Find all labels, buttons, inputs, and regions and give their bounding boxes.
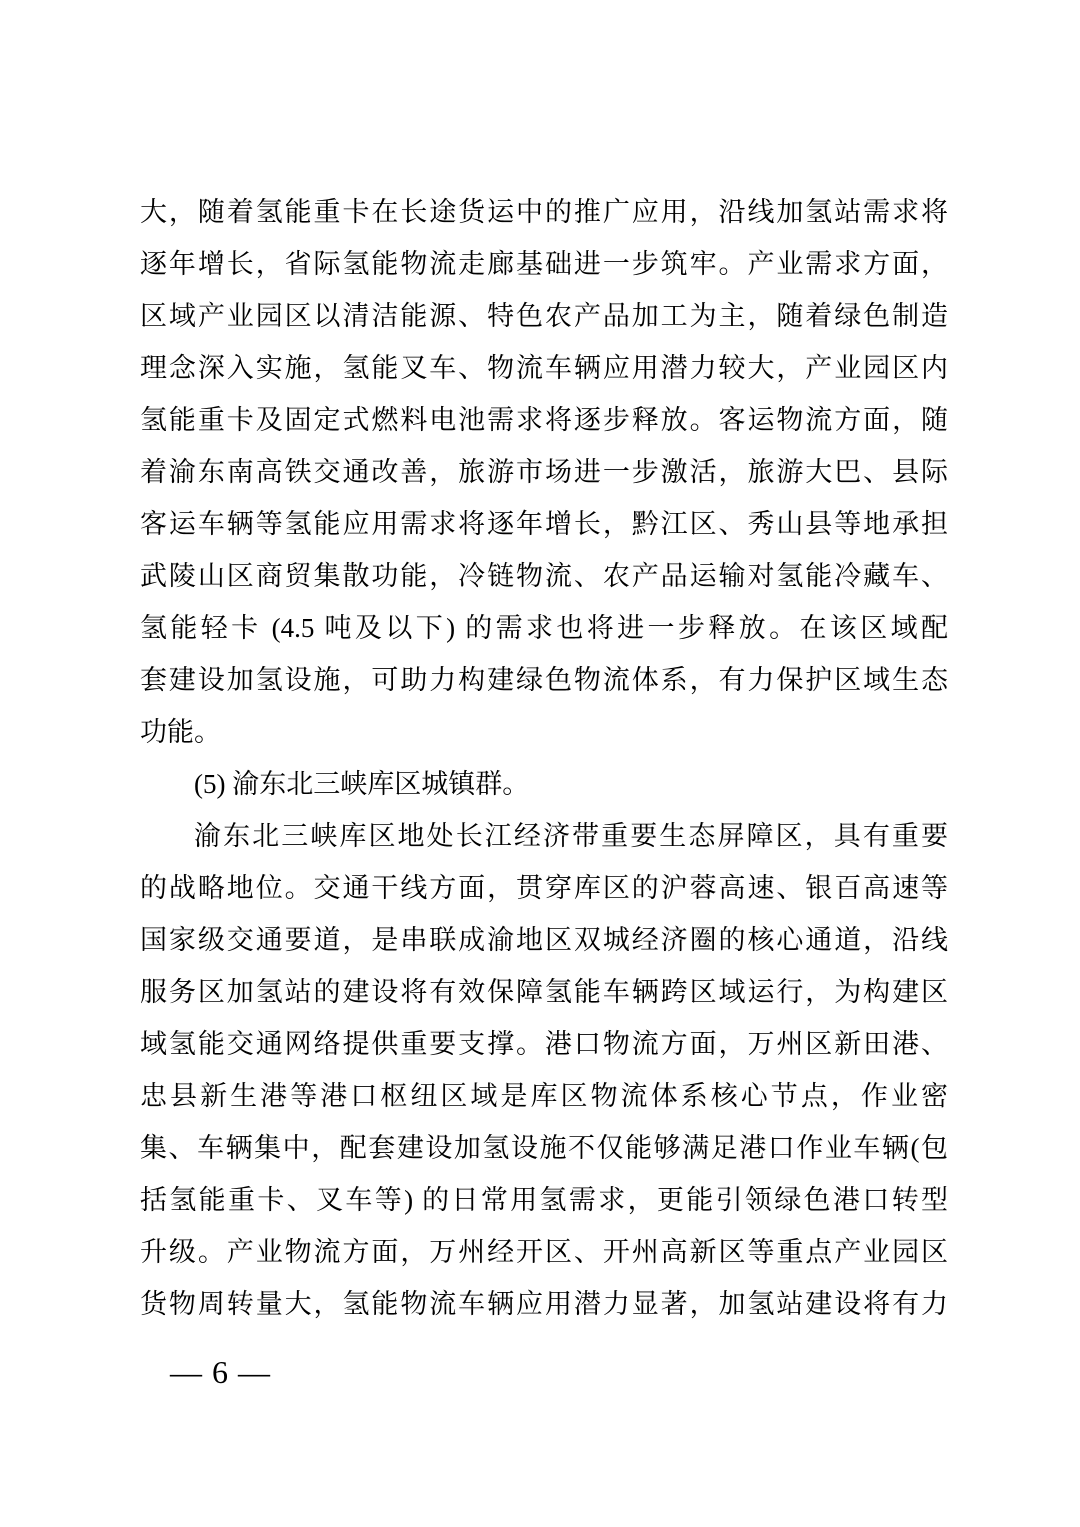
text-line-p1-9: 氢能轻卡 (4.5 吨及以下) 的需求也将进一步释放。在该区域配	[140, 613, 948, 643]
text-line-p1-4: 理念深入实施，氢能叉车、物流车辆应用潜力较大，产业园区内	[140, 353, 948, 383]
text-line-p3-10: 货物周转量大，氢能物流车辆应用潜力显著，加氢站建设将有力	[140, 1289, 948, 1319]
text-line-p3-6: 忠县新生港等港口枢纽区域是库区物流体系核心节点，作业密	[140, 1081, 948, 1111]
text-line-p1-10: 套建设加氢设施，可助力构建绿色物流体系，有力保护区域生态	[140, 665, 948, 695]
text-line-p3-2: 的战略地位。交通干线方面，贯穿库区的沪蓉高速、银百高速等	[140, 873, 948, 903]
text-line-p3-4: 服务区加氢站的建设将有效保障氢能车辆跨区域运行，为构建区	[140, 977, 948, 1007]
text-line-p3-3: 国家级交通要道，是串联成渝地区双城经济圈的核心通道，沿线	[140, 925, 948, 955]
text-line-p3-7: 集、车辆集中，配套建设加氢设施不仅能够满足港口作业车辆(包	[140, 1133, 948, 1163]
text-line-p1-3: 区域产业园区以清洁能源、特色农产品加工为主，随着绿色制造	[140, 301, 948, 331]
text-line-p1-11: 功能。	[140, 717, 221, 747]
document-body	[140, 186, 948, 1330]
text-line-p2-1: (5) 渝东北三峡库区城镇群。	[194, 769, 530, 799]
text-line-p1-6: 着渝东南高铁交通改善，旅游市场进一步激活，旅游大巴、县际	[140, 457, 948, 487]
text-line-p1-7: 客运车辆等氢能应用需求将逐年增长，黔江区、秀山县等地承担	[140, 509, 948, 539]
page-number: — 6 —	[170, 1354, 271, 1390]
text-line-p3-8: 括氢能重卡、叉车等) 的日常用氢需求，更能引领绿色港口转型	[140, 1185, 948, 1215]
text-line-p1-2: 逐年增长，省际氢能物流走廊基础进一步筑牢。产业需求方面，	[140, 249, 948, 279]
text-line-p3-1: 渝东北三峡库区地处长江经济带重要生态屏障区，具有重要	[194, 821, 948, 851]
text-line-p1-8: 武陵山区商贸集散功能，冷链物流、农产品运输对氢能冷藏车、	[140, 561, 948, 591]
text-line-p1-1: 大，随着氢能重卡在长途货运中的推广应用，沿线加氢站需求将	[140, 197, 948, 227]
text-line-p3-9: 升级。产业物流方面，万州经开区、开州高新区等重点产业园区	[140, 1237, 948, 1267]
text-line-p1-5: 氢能重卡及固定式燃料电池需求将逐步释放。客运物流方面，随	[140, 405, 948, 435]
text-line-p3-5: 域氢能交通网络提供重要支撑。港口物流方面，万州区新田港、	[140, 1029, 948, 1059]
